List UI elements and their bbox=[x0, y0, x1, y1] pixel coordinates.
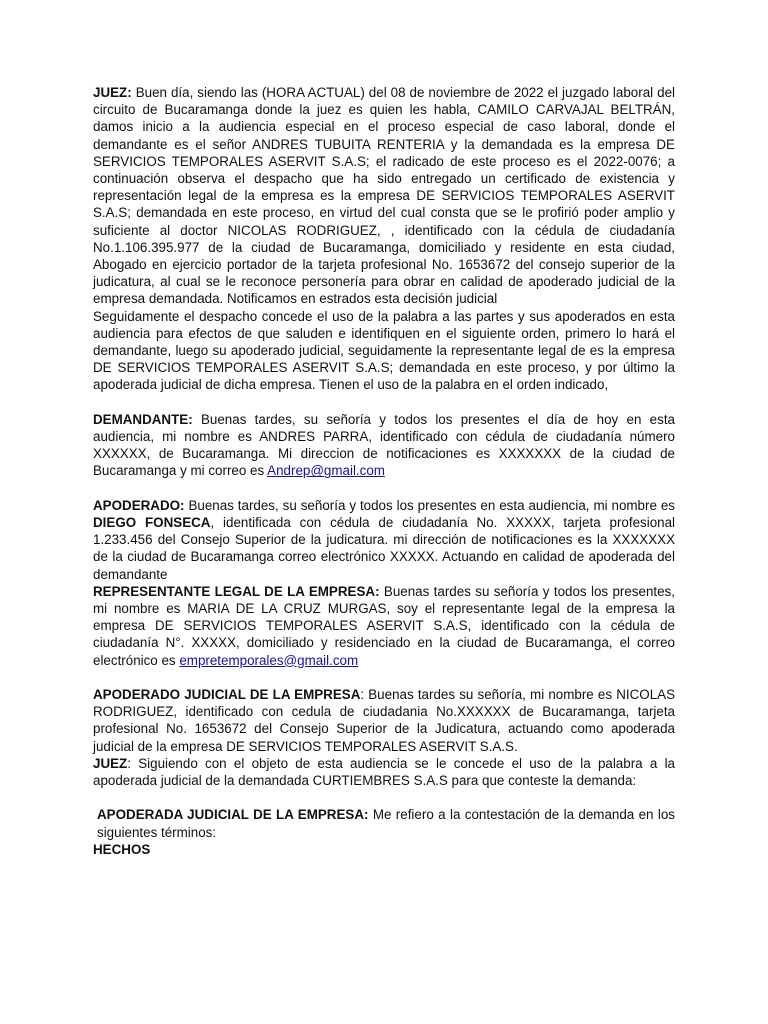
paragraph-juez-contestacion bbox=[93, 755, 675, 789]
paragraph-representante-legal bbox=[93, 583, 675, 669]
paragraph-spacer bbox=[93, 789, 675, 806]
paragraph-text: : Buenas tardes su señoría, mi nombre es NICOLAS RODRIGUEZ, identificado con cedula de ciudadania No.XXXXXX de Bucaramanga, tarjeta profesional No. 1653672 del Consejo Superior de la Judicatura, actuando como apoderada judicial de la empresa DE SERVICIOS TEMPORALES ASERVIT S.A.S. bbox=[93, 687, 675, 754]
section-heading-hechos: HECHOS bbox=[93, 841, 151, 857]
apoderado-name: DIEGO FONSECA bbox=[93, 515, 211, 531]
paragraph-order-of-speakers bbox=[93, 308, 675, 394]
speaker-label: APODERADO JUDICIAL DE LA EMPRESA bbox=[93, 687, 361, 703]
speaker-label: APODERADA JUDICIAL DE LA EMPRESA: bbox=[97, 807, 369, 823]
speaker-label: JUEZ: bbox=[93, 85, 132, 100]
paragraph-spacer bbox=[93, 669, 675, 686]
speaker-label: DEMANDANTE: bbox=[93, 411, 193, 427]
speaker-label: REPRESENTANTE LEGAL DE LA EMPRESA: bbox=[93, 583, 380, 599]
paragraph-text: Seguidamente el despacho concede el uso de la palabra a las partes y sus apoderados en esta audiencia para efectos de que saluden e identifiquen en el siguiente orden, primero lo hará el demandante, luego su apoderado judicial, seguidamente la representante legal de es la empresa DE SERVICIOS TEMPORALES ASERVIT S.A.S; demandada en este proceso, y por último la apoderada judicial de dicha empresa. Tienen el uso de la palabra en el orden indicado, bbox=[93, 308, 675, 393]
paragraph-text: Buenas tardes, su señoría y todos los presentes el día de hoy en esta audiencia, mi nombre es ANDRES PARRA, identificado con cédula de ciudadanía número XXXXXX, de Bucaramanga. Mi direccion de notificaciones es XXXXXXX de la ciudad de Bucaramanga y mi correo es bbox=[93, 411, 675, 479]
speaker-label: APODERADO: bbox=[93, 497, 185, 513]
paragraph-text: Buenas tardes su señoría y todos los presentes, mi nombre es MARIA DE LA CRUZ MURGAS, soy el representante legal de la empresa la empresa DE SERVICIOS TEMPORALES ASERVIT S.A.S, identificado con la cédula de ciudadanía N°. XXXXX, domiciliado y residenciado en la ciudad de Bucaramanga, el correo electrónico es bbox=[93, 583, 675, 668]
email-link-empresa[interactable]: empretemporales@gmail.com bbox=[179, 652, 359, 668]
paragraph-apoderada-judicial bbox=[93, 806, 675, 840]
paragraph-text: Buenas tardes, su señoría y todos los presentes en esta audiencia, mi nombre es bbox=[184, 497, 675, 513]
paragraph-demandante bbox=[93, 411, 675, 480]
speaker-label: JUEZ bbox=[93, 755, 128, 771]
paragraph-text: Buen día, siendo las (HORA ACTUAL) del 08 de noviembre de 2022 el juzgado laboral del circuito de Bucaramanga donde la juez es quien les habla, CAMILO CARVAJAL BELTRÁN, damos inicio a la audiencia especial en el proceso especial de caso laboral, donde el demandante es el señor ANDRES TUBUITA RENTERIA y la demandada es la empresa DE SERVICIOS TEMPORALES ASERVIT S.A.S; el radicado de este proceso es el 2022-0076; a continuación observa el despacho que ha sido entregado un certificado de existencia y representación legal de la empresa es la empresa DE SERVICIOS TEMPORALES ASERVIT S.A.S; demandada en este proceso, en virtud del cual consta que se le profirió poder amplio y suficiente al doctor NICOLAS RODRIGUEZ, , identificado con la cédula de ciudadanía No.1.106.395.977 de la ciudad de Bucaramanga, domiciliado y residente en esta ciudad, Abogado en ejercicio portador de la tarjeta profesional No. 1653672 del consejo superior de la judicatura, al cual se le reconoce personería para obrar en calidad de apoderado judicial de la empresa demandada. Notificamos en estrados esta decisión judicial bbox=[93, 85, 675, 307]
paragraph-juez-opening bbox=[93, 84, 675, 308]
paragraph-text: Me refiero a la contestación de la demanda en los siguientes términos: bbox=[97, 807, 675, 840]
document-page bbox=[93, 84, 675, 858]
paragraph-apoderado bbox=[93, 497, 675, 583]
paragraph-text: , identificada con cédula de ciudadanía No. XXXXX, tarjeta profesional 1.233.456 del Consejo Superior de la judicatura. mi dirección de notificaciones es la XXXXXXX de la ciudad de Bucaramanga correo electrónico XXXXX. Actuando en calidad de apoderada del demandante bbox=[93, 515, 676, 582]
paragraph-spacer bbox=[93, 480, 675, 497]
email-link-demandante[interactable]: Andrep@gmail.com bbox=[267, 463, 385, 479]
paragraph-spacer bbox=[93, 394, 675, 411]
paragraph-apoderado-judicial bbox=[93, 686, 675, 755]
paragraph-text: : Siguiendo con el objeto de esta audiencia se le concede el uso de la palabra a la apoderada judicial de la demandada CURTIEMBRES S.A.S para que conteste la demanda: bbox=[93, 755, 675, 789]
